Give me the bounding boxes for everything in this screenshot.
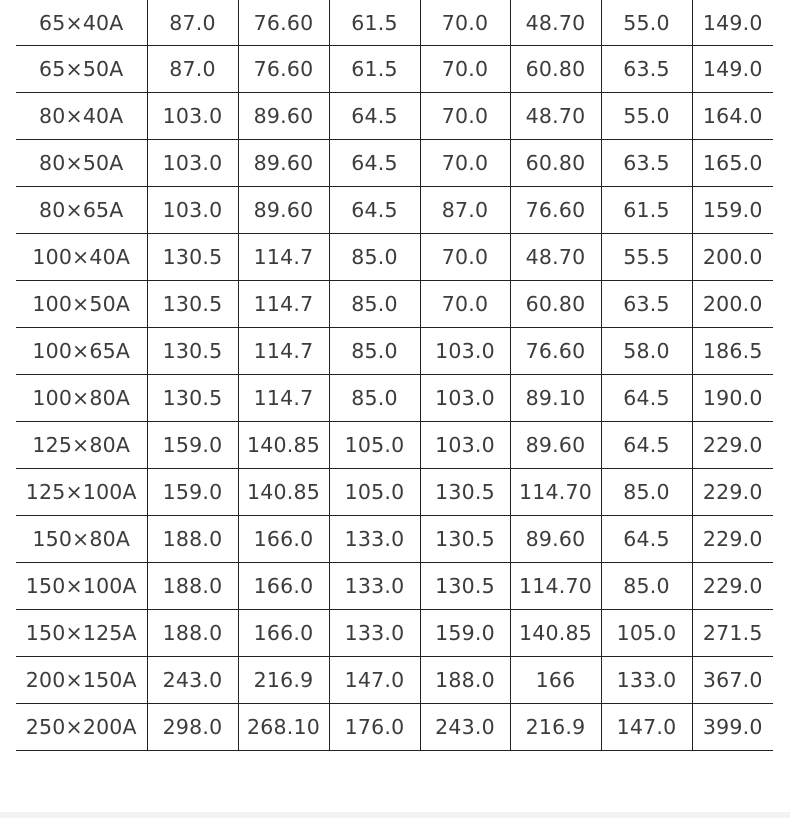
dimension-cell: 229.0 [692, 516, 773, 563]
size-cell: 125×100A [16, 469, 147, 516]
dimension-cell: 103.0 [420, 328, 510, 375]
size-cell: 65×40A [16, 0, 147, 46]
dimension-cell: 130.5 [420, 563, 510, 610]
dimension-cell: 133.0 [329, 563, 420, 610]
dimension-cell: 114.70 [510, 563, 601, 610]
dimension-cell: 229.0 [692, 422, 773, 469]
dimension-table [16, 0, 773, 751]
size-cell: 200×150A [16, 657, 147, 704]
dimension-cell: 61.5 [329, 46, 420, 93]
dimension-cell: 89.60 [510, 516, 601, 563]
dimension-cell: 367.0 [692, 657, 773, 704]
size-cell: 100×40A [16, 234, 147, 281]
dimension-cell: 64.5 [601, 422, 692, 469]
dimension-cell: 130.5 [420, 469, 510, 516]
dimension-cell: 133.0 [329, 610, 420, 657]
dimension-cell: 70.0 [420, 46, 510, 93]
table-row [16, 657, 773, 704]
dimension-cell: 114.7 [238, 328, 329, 375]
size-cell: 100×50A [16, 281, 147, 328]
dimension-cell: 188.0 [420, 657, 510, 704]
dimension-cell: 200.0 [692, 234, 773, 281]
table-row [16, 46, 773, 93]
table-row [16, 328, 773, 375]
dimension-cell: 61.5 [329, 0, 420, 46]
dimension-cell: 105.0 [329, 422, 420, 469]
table-row [16, 563, 773, 610]
dimension-cell: 130.5 [147, 281, 238, 328]
dimension-cell: 76.60 [510, 328, 601, 375]
dimension-cell: 216.9 [238, 657, 329, 704]
dimension-cell: 64.5 [329, 187, 420, 234]
table-row [16, 234, 773, 281]
dimension-cell: 164.0 [692, 93, 773, 140]
size-cell: 150×125A [16, 610, 147, 657]
size-cell: 250×200A [16, 704, 147, 751]
dimension-cell: 85.0 [329, 234, 420, 281]
dimension-cell: 149.0 [692, 0, 773, 46]
dimension-cell: 130.5 [420, 516, 510, 563]
dimension-cell: 159.0 [147, 469, 238, 516]
dimension-cell: 105.0 [601, 610, 692, 657]
dimension-cell: 70.0 [420, 140, 510, 187]
dimension-cell: 188.0 [147, 516, 238, 563]
dimension-cell: 243.0 [420, 704, 510, 751]
dimension-cell: 103.0 [147, 187, 238, 234]
dimension-cell: 166.0 [238, 563, 329, 610]
table-row [16, 704, 773, 751]
dimension-cell: 133.0 [329, 516, 420, 563]
dimension-cell: 298.0 [147, 704, 238, 751]
table-row [16, 0, 773, 46]
size-cell: 80×40A [16, 93, 147, 140]
dimension-cell: 63.5 [601, 46, 692, 93]
dimension-cell: 85.0 [601, 563, 692, 610]
dimension-cell: 186.5 [692, 328, 773, 375]
size-cell: 125×80A [16, 422, 147, 469]
dimension-cell: 159.0 [420, 610, 510, 657]
dimension-cell: 103.0 [147, 93, 238, 140]
dimension-cell: 87.0 [147, 0, 238, 46]
dimension-cell: 55.0 [601, 93, 692, 140]
dimension-cell: 76.60 [510, 187, 601, 234]
dimension-cell: 70.0 [420, 234, 510, 281]
dimension-cell: 85.0 [329, 281, 420, 328]
dimension-cell: 216.9 [510, 704, 601, 751]
dimension-cell: 140.85 [510, 610, 601, 657]
dimension-cell: 89.10 [510, 375, 601, 422]
dimension-cell: 140.85 [238, 469, 329, 516]
dimension-cell: 130.5 [147, 375, 238, 422]
dimension-cell: 159.0 [692, 187, 773, 234]
dimension-cell: 166.0 [238, 610, 329, 657]
dimension-cell: 55.0 [601, 0, 692, 46]
dimension-cell: 70.0 [420, 0, 510, 46]
dimension-cell: 87.0 [420, 187, 510, 234]
dimension-cell: 243.0 [147, 657, 238, 704]
dimension-cell: 85.0 [329, 375, 420, 422]
dimension-cell: 103.0 [147, 140, 238, 187]
dimension-cell: 399.0 [692, 704, 773, 751]
dimension-cell: 60.80 [510, 140, 601, 187]
dimension-cell: 58.0 [601, 328, 692, 375]
dimension-cell: 140.85 [238, 422, 329, 469]
dimension-cell: 114.70 [510, 469, 601, 516]
dimension-cell: 61.5 [601, 187, 692, 234]
dimension-cell: 229.0 [692, 469, 773, 516]
dimension-cell: 149.0 [692, 46, 773, 93]
dimension-cell: 229.0 [692, 563, 773, 610]
dimension-cell: 85.0 [329, 328, 420, 375]
dimension-cell: 165.0 [692, 140, 773, 187]
table-row [16, 610, 773, 657]
dimension-cell: 188.0 [147, 563, 238, 610]
size-cell: 65×50A [16, 46, 147, 93]
dimension-cell: 89.60 [238, 93, 329, 140]
size-cell: 80×50A [16, 140, 147, 187]
dimension-cell: 48.70 [510, 234, 601, 281]
dimension-cell: 147.0 [601, 704, 692, 751]
dimension-cell: 89.60 [510, 422, 601, 469]
dimension-cell: 63.5 [601, 140, 692, 187]
dimension-cell: 190.0 [692, 375, 773, 422]
table-row [16, 281, 773, 328]
dimension-cell: 147.0 [329, 657, 420, 704]
dimension-cell: 200.0 [692, 281, 773, 328]
dimension-cell: 271.5 [692, 610, 773, 657]
dimension-cell: 159.0 [147, 422, 238, 469]
dimension-cell: 64.5 [601, 375, 692, 422]
dimension-cell: 133.0 [601, 657, 692, 704]
dimension-cell: 176.0 [329, 704, 420, 751]
dimension-cell: 64.5 [329, 140, 420, 187]
dimension-cell: 268.10 [238, 704, 329, 751]
dimension-table-body [16, 0, 773, 751]
dimension-cell: 70.0 [420, 281, 510, 328]
dimension-cell: 89.60 [238, 140, 329, 187]
dimension-cell: 188.0 [147, 610, 238, 657]
table-row [16, 375, 773, 422]
dimension-cell: 48.70 [510, 0, 601, 46]
size-cell: 100×65A [16, 328, 147, 375]
page-footer-band [0, 812, 790, 818]
dimension-cell: 85.0 [601, 469, 692, 516]
dimension-cell: 166.0 [238, 516, 329, 563]
dimension-cell: 166 [510, 657, 601, 704]
dimension-cell: 114.7 [238, 375, 329, 422]
dimension-cell: 64.5 [601, 516, 692, 563]
table-row [16, 422, 773, 469]
dimension-cell: 114.7 [238, 234, 329, 281]
dimension-cell: 87.0 [147, 46, 238, 93]
dimension-cell: 55.5 [601, 234, 692, 281]
dimension-cell: 103.0 [420, 375, 510, 422]
dimension-cell: 48.70 [510, 93, 601, 140]
size-cell: 150×100A [16, 563, 147, 610]
dimension-cell: 70.0 [420, 93, 510, 140]
size-cell: 150×80A [16, 516, 147, 563]
table-row [16, 516, 773, 563]
table-row [16, 469, 773, 516]
table-row [16, 93, 773, 140]
dimension-cell: 60.80 [510, 281, 601, 328]
dimension-cell: 63.5 [601, 281, 692, 328]
dimension-cell: 76.60 [238, 46, 329, 93]
dimension-cell: 130.5 [147, 328, 238, 375]
dimension-cell: 105.0 [329, 469, 420, 516]
dimension-cell: 64.5 [329, 93, 420, 140]
dimension-table-container [16, 0, 773, 751]
dimension-cell: 130.5 [147, 234, 238, 281]
size-cell: 80×65A [16, 187, 147, 234]
table-row [16, 187, 773, 234]
dimension-cell: 103.0 [420, 422, 510, 469]
size-cell: 100×80A [16, 375, 147, 422]
dimension-cell: 89.60 [238, 187, 329, 234]
dimension-cell: 76.60 [238, 0, 329, 46]
table-row [16, 140, 773, 187]
dimension-cell: 114.7 [238, 281, 329, 328]
dimension-cell: 60.80 [510, 46, 601, 93]
